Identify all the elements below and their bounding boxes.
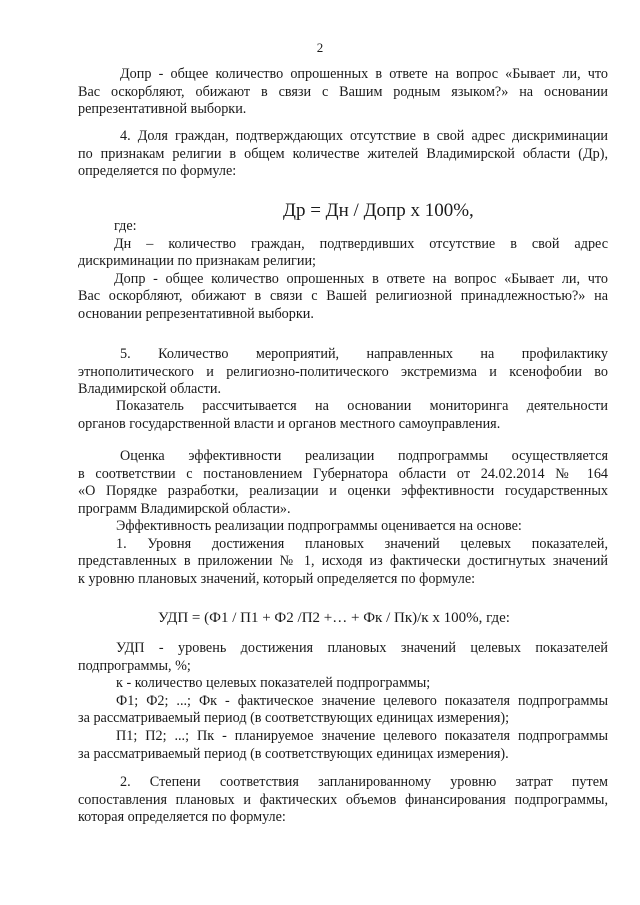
paragraph-effectiveness-basis — [78, 518, 608, 588]
text-line: представленных в приложении № 1, исходя из фактически достигнутых значений — [78, 553, 608, 570]
text-line: за рассматриваемый период (в соответствующих единицах измерения); — [78, 710, 510, 727]
text-line: где: — [114, 218, 137, 234]
paragraph-item-2-cost — [78, 774, 608, 827]
formula-dr: Др = Дн / Допр х 100%, — [283, 200, 474, 221]
text-line: дискриминации по признакам религии; — [78, 253, 316, 270]
text-line: Оценка эффективности реализации подпрограммы осуществляется — [120, 448, 608, 464]
text-line: 1. Уровня достижения плановых значений целевых показателей, — [116, 535, 608, 552]
text-line: к уровню плановых значений, который определяется по формуле: — [78, 570, 476, 587]
text-line: репрезентативной выборки. — [78, 101, 247, 118]
text-line: к - количество целевых показателей подпрограммы; — [116, 675, 431, 692]
text-line: основании репрезентативной выборки. — [78, 305, 314, 322]
text-line: Эффективность реализации подпрограммы оценивается на основе: — [116, 518, 522, 534]
text-line: этнополитического и религиозно-политического экстремизма и ксенофобии во — [78, 363, 608, 380]
text-line: Вас оскорбляют, обижают в связи с Вашим родным языком?» на основании — [78, 83, 608, 100]
text-line: сопоставления плановых и фактических объемов финансирования подпрограммы, — [78, 791, 608, 808]
formula-udp: УДП = (Ф1 / П1 + Ф2 /П2 +… + Фк / Пк)/к х 100%, где: — [158, 610, 510, 626]
text-line: Ф1; Ф2; ...; Фк - фактическое значение целевого показателя подпрограммы — [116, 692, 608, 709]
text-line: в соответствии с постановлением Губернатора области от 24.02.2014 № 164 — [78, 465, 608, 482]
text-line: 5. Количество мероприятий, направленных на профилактику — [120, 346, 608, 362]
text-line: подпрограммы, %; — [78, 657, 191, 674]
text-line: «О Порядке разработки, реализации и оценки эффективности государственных — [78, 483, 608, 500]
paragraph-dopr-language — [78, 66, 608, 119]
text-line: за рассматриваемый период (в соответствующих единицах измерения). — [78, 745, 509, 762]
text-line: Владимирской области. — [78, 381, 221, 398]
text-line: УДП - уровень достижения плановых значений целевых показателей — [116, 640, 608, 656]
text-line: 4. Доля граждан, подтверждающих отсутствие в свой адрес дискриминации — [120, 128, 608, 144]
text-line: 2. Степени соответствия запланированному уровню затрат путем — [120, 774, 608, 790]
paragraph-where-dn — [78, 218, 608, 324]
text-line: программ Владимирской области». — [78, 500, 291, 517]
paragraph-indicator-calc — [78, 398, 608, 433]
text-line: Допр - общее количество опрошенных в ответе на вопрос «Бывает ли, что — [120, 66, 608, 82]
paragraph-item-5 — [78, 346, 608, 399]
page-number: 2 — [316, 40, 324, 55]
paragraph-udp-definitions — [78, 640, 608, 763]
text-line: Вас оскорбляют, обижают в связи с Вашей религиозной принадлежностью?» на — [78, 288, 608, 305]
paragraph-item-4 — [78, 128, 608, 181]
text-line: Допр - общее количество опрошенных в ответе на вопрос «Бывает ли, что — [114, 270, 608, 287]
paragraph-evaluation — [78, 448, 608, 518]
text-line: которая определяется по формуле: — [78, 809, 286, 826]
text-line: Показатель рассчитывается на основании мониторинга деятельности — [116, 398, 608, 414]
text-line: Дн – количество граждан, подтвердивших отсутствие в свой адрес — [114, 235, 608, 252]
text-line: по признакам религии в общем количестве жителей Владимирской области (Др), — [78, 145, 608, 162]
text-line: определяется по формуле: — [78, 163, 237, 180]
text-line: органов государственной власти и органов местного самоуправления. — [78, 415, 501, 432]
text-line: П1; П2; ...; Пк - планируемое значение целевого показателя подпрограммы — [116, 727, 608, 744]
